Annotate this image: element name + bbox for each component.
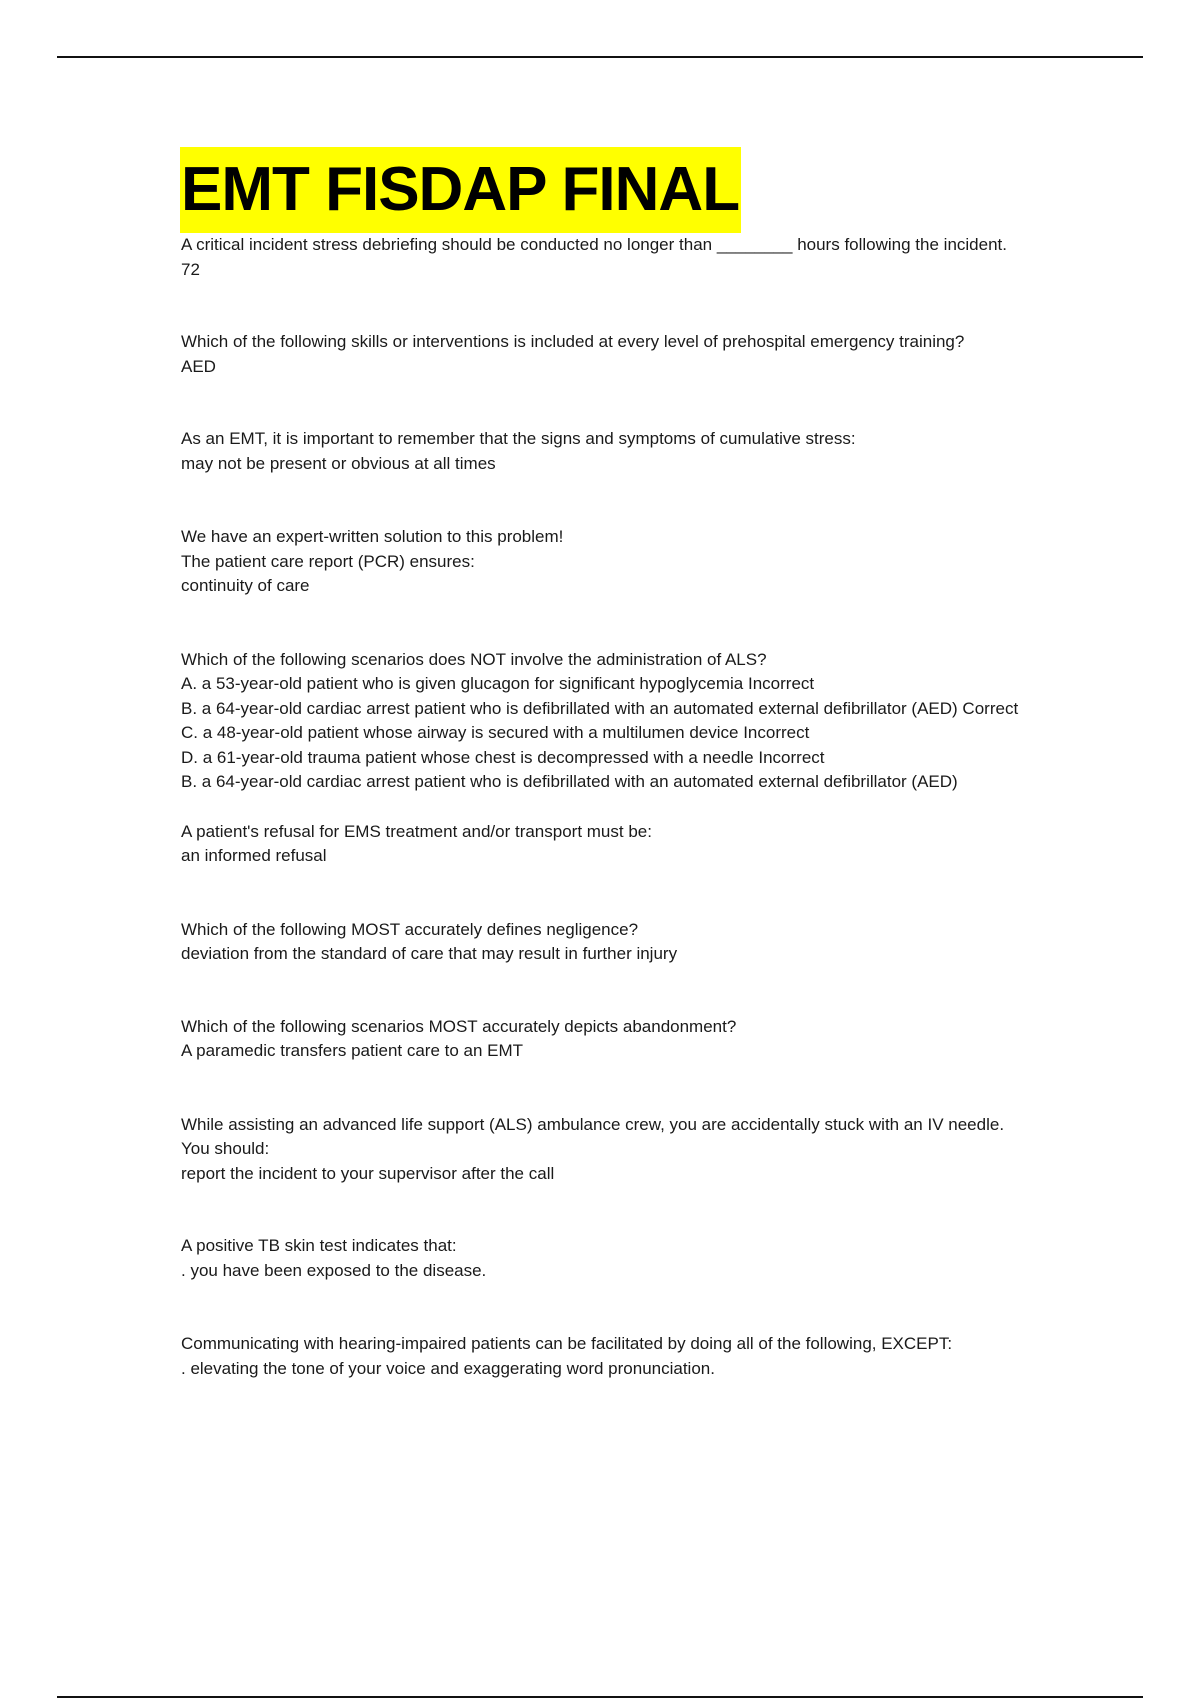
option-d: D. a 61-year-old trauma patient whose chest is decompressed with a needle Incorrect	[181, 747, 825, 767]
answer-text: deviation from the standard of care that may result in further injury	[181, 944, 678, 963]
answer-text: . elevating the tone of your voice and exaggerating word pronunciation.	[181, 1358, 715, 1378]
option-a: A. a 53-year-old patient who is given glucagon for significant hypoglycemia Incorrect	[181, 674, 815, 693]
answer-text: report the incident to your supervisor after the call	[181, 1163, 555, 1183]
qa-item-10	[181, 1234, 1031, 1283]
question-text: A critical incident stress debriefing should be conducted no longer than ________ hours following the incident.	[181, 235, 1007, 254]
document-title: EMT FISDAP FINAL	[180, 147, 741, 233]
qa-list	[181, 233, 1031, 1381]
qa-item-9	[181, 1113, 1031, 1187]
answer-text: B. a 64-year-old cardiac arrest patient who is defibrillated with an automated external defibrillator (AED)	[181, 772, 958, 791]
qa-item-1	[181, 233, 1031, 282]
qa-item-4	[181, 525, 1031, 599]
qa-item-7	[181, 918, 1031, 967]
option-c: C. a 48-year-old patient whose airway is secured with a multilumen device Incorrect	[181, 723, 810, 742]
solution-note: We have an expert-written solution to this problem!	[181, 527, 564, 546]
question-text: Which of the following scenarios does NOT involve the administration of ALS?	[181, 649, 767, 669]
question-text: Communicating with hearing-impaired patients can be facilitated by doing all of the following, EXCEPT:	[181, 1334, 953, 1353]
qa-item-6	[181, 820, 1031, 869]
qa-item-2	[181, 330, 1031, 379]
question-text: Which of the following skills or interventions is included at every level of prehospital emergency training?	[181, 332, 965, 351]
option-b: B. a 64-year-old cardiac arrest patient who is defibrillated with an automated external defibrillator (AED) Correct	[181, 698, 1019, 718]
qa-item-8	[181, 1015, 1031, 1064]
qa-item-11	[181, 1332, 1031, 1381]
answer-text: A paramedic transfers patient care to an EMT	[181, 1041, 524, 1060]
answer-text: an informed refusal	[181, 846, 327, 865]
question-text: A patient's refusal for EMS treatment and/or transport must be:	[181, 821, 652, 841]
answer-text: . you have been exposed to the disease.	[181, 1260, 487, 1280]
header-rule	[57, 56, 1143, 58]
answer-text: may not be present or obvious at all times	[181, 453, 496, 473]
question-text: Which of the following scenarios MOST accurately depicts abandonment?	[181, 1016, 737, 1036]
answer-text: continuity of care	[181, 576, 310, 595]
document-body	[181, 147, 1031, 1381]
question-text: The patient care report (PCR) ensures:	[181, 551, 475, 571]
footer-rule	[57, 1696, 1143, 1698]
answer-text: AED	[181, 356, 216, 376]
question-text: As an EMT, it is important to remember that the signs and symptoms of cumulative stress:	[181, 429, 856, 448]
question-text: While assisting an advanced life support (ALS) ambulance crew, you are accidentally stuck with an IV needle. You should:	[181, 1114, 1009, 1158]
question-text: A positive TB skin test indicates that:	[181, 1236, 457, 1255]
question-text: Which of the following MOST accurately defines negligence?	[181, 919, 639, 939]
answer-text: 72	[181, 259, 200, 279]
qa-item-3	[181, 427, 1031, 476]
qa-item-5	[181, 648, 1031, 795]
